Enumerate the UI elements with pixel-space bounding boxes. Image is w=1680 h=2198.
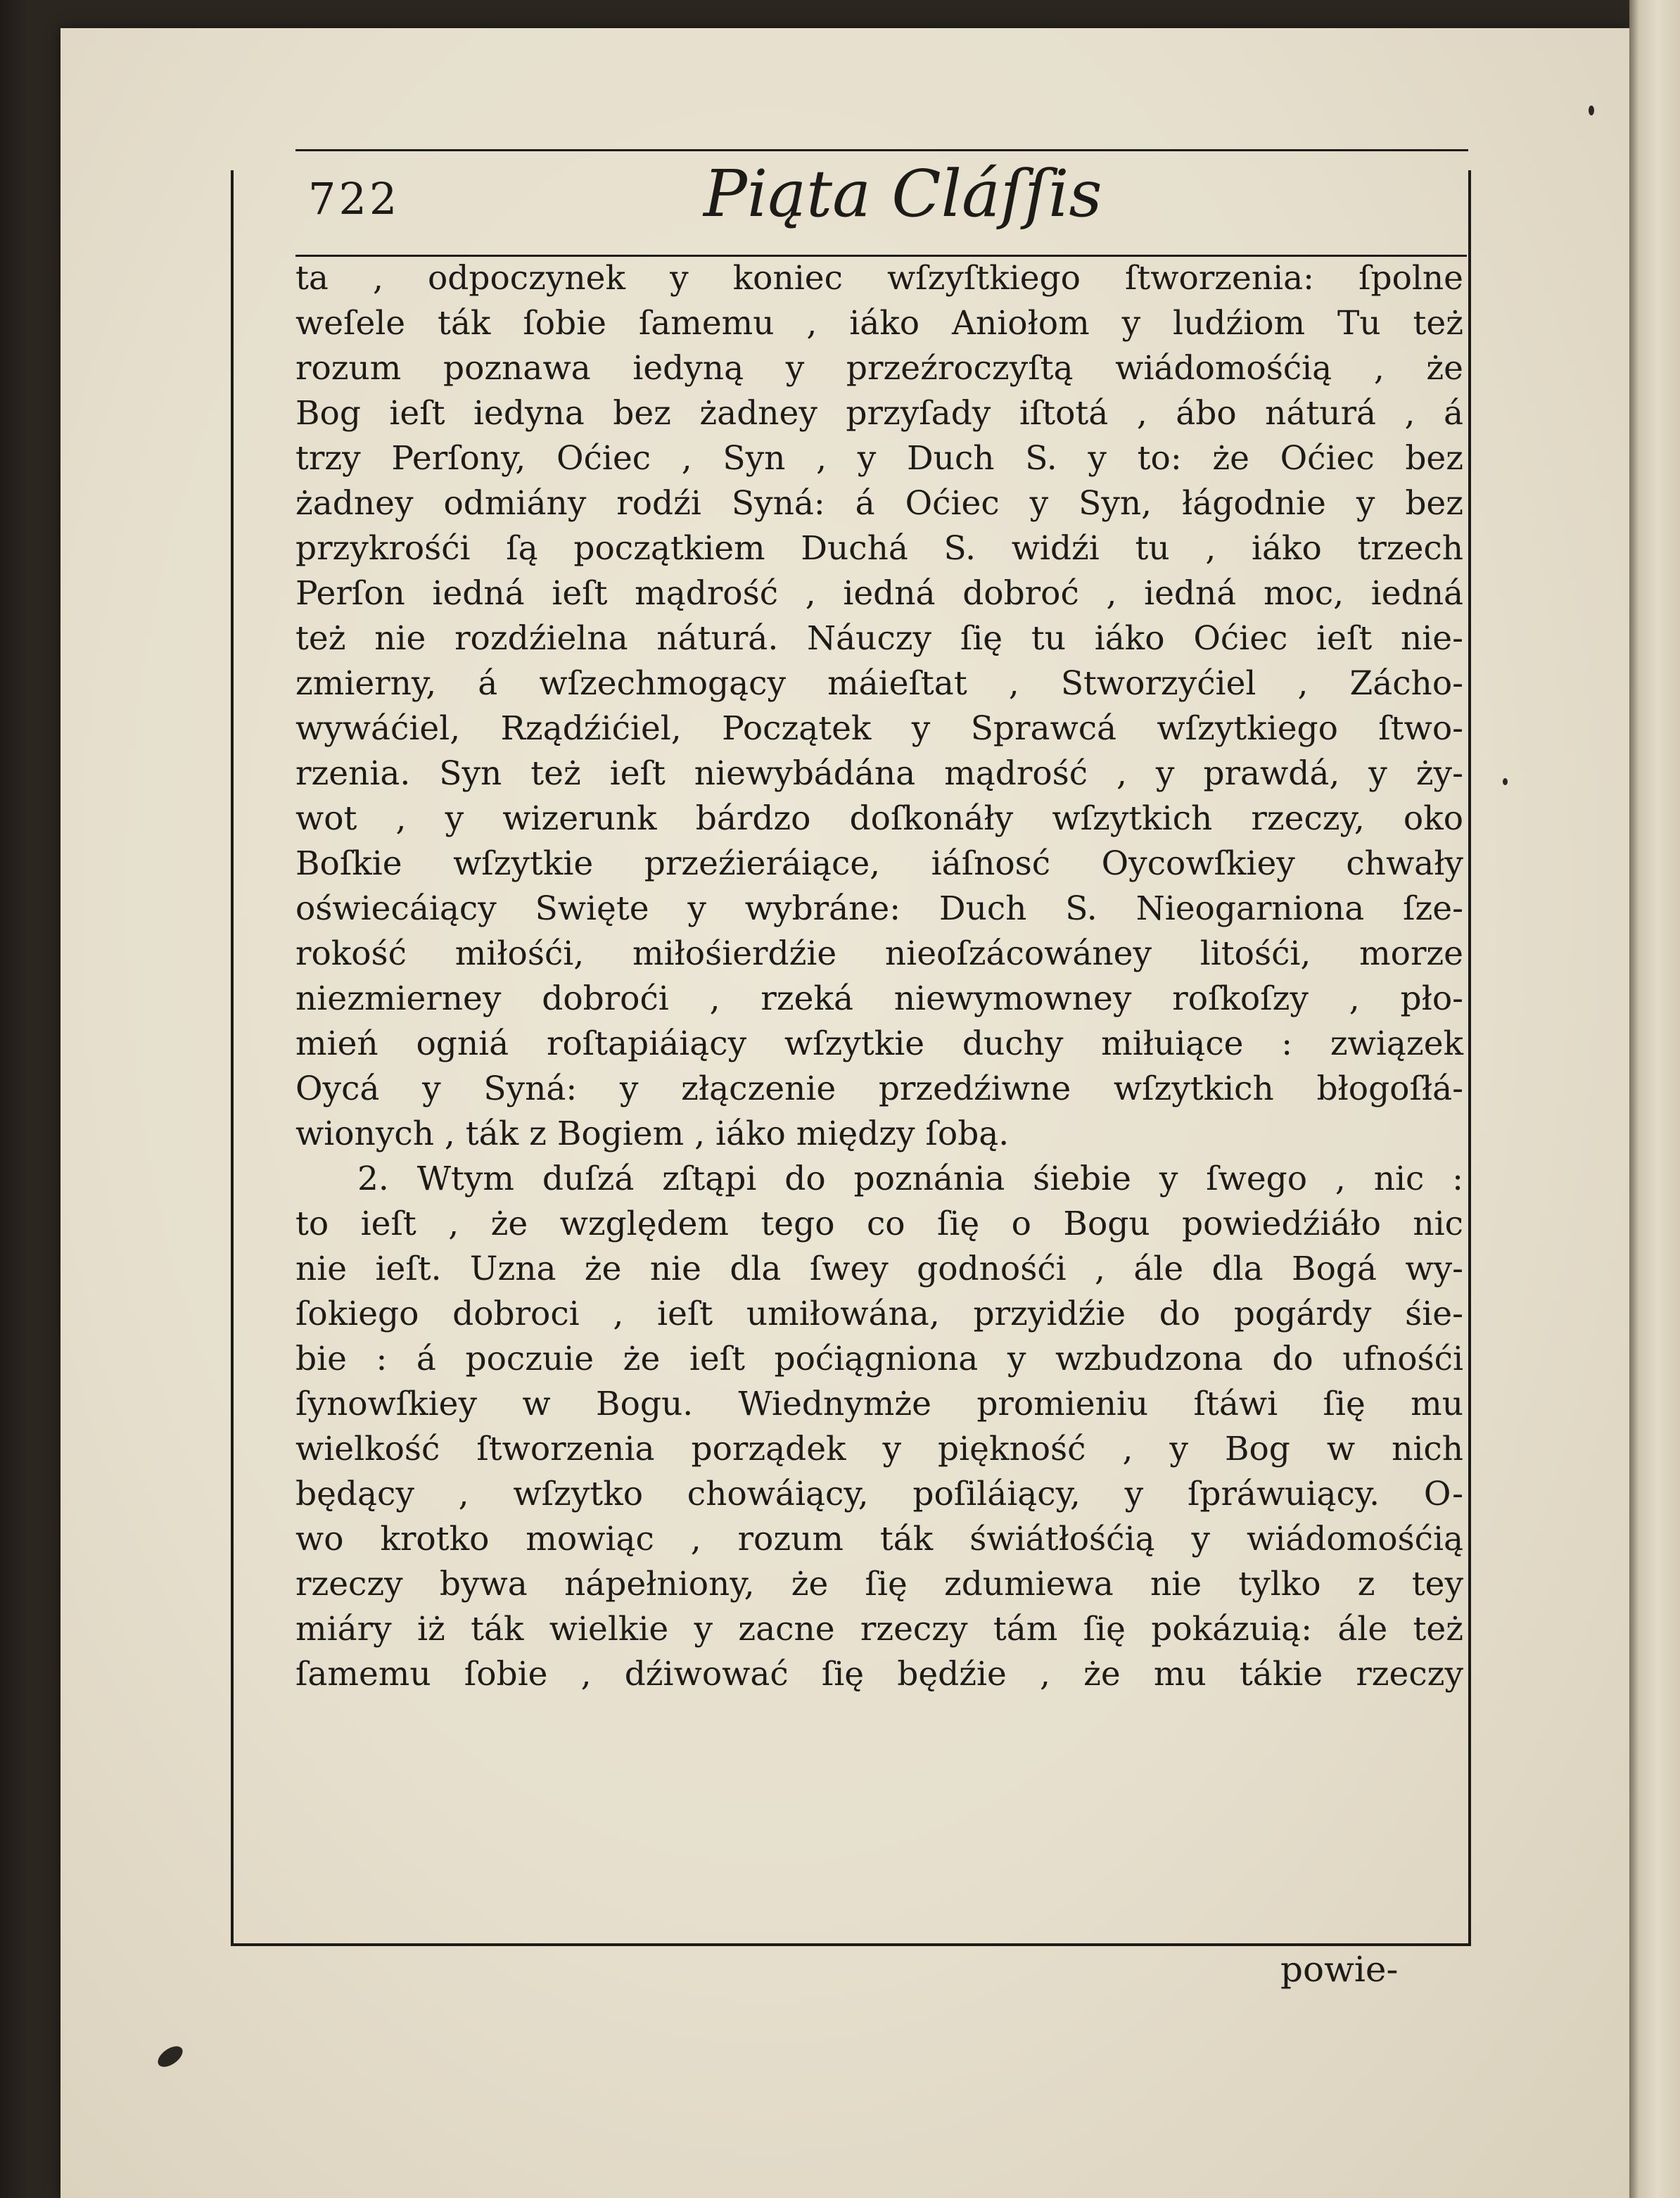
text-line: rzeczy bywa nápełniony, że ſię zdumiewa nie tylko z tey [295, 1565, 1463, 1603]
text-line: to ieſt , że względem tego co ſię o Bogu powiedźiáło nic [295, 1205, 1463, 1243]
text-line: rozum poznawa iedyną y przeźroczyſtą wiádomośćią , że [295, 349, 1463, 388]
text-line: wot , y wizerunk bárdzo doſkonáły wſzytkich rzeczy, oko [295, 799, 1463, 838]
text-line: niezmierney dobroći , rzeká niewymowney roſkoſzy , pło- [295, 979, 1463, 1018]
text-line: rzenia. Syn też ieſt niewybádána mądrość , y prawdá, y ży- [295, 754, 1463, 793]
text-line: ſokiego dobroci , ieſt umiłowána, przyidźie do pogárdy śie- [295, 1295, 1463, 1333]
text-line: Oycá y Syná: y złączenie przedźiwne wſzytkich błogoſłá- [295, 1069, 1463, 1108]
text-line: będący , wſzytko chowáiący, poſiláiący, y ſpráwuiący. O- [295, 1475, 1463, 1513]
text-line: 2. Wtym duſzá zſtąpi do poznánia śiebie y ſwego , nic : [357, 1160, 1463, 1198]
text-line: nie ieſt. Uzna że nie dla ſwey godnośći , ále dla Bogá wy- [295, 1250, 1463, 1288]
text-line: ta , odpoczynek y koniec wſzyſtkiego ſtworzenia: ſpolne [295, 259, 1463, 298]
text-line: ſamemu ſobie , dźiwować ſię będźie , że mu tákie rzeczy [295, 1655, 1463, 1694]
text-line: też nie rozdźielna náturá. Náuczy ſię tu iáko Oćiec ieſt nie- [295, 619, 1463, 658]
text-line: rokość miłośći, miłośierdźie nieoſzácowáney litośći, morze [295, 934, 1463, 973]
catchword: powie- [1280, 1949, 1399, 1990]
ink-speck [1503, 778, 1508, 785]
text-line: Perſon iedná ieſt mądrość , iedná dobroć , iedná moc, iedná [295, 574, 1463, 613]
text-line: żadney odmiány rodźi Syná: á Oćiec y Syn, łágodnie y bez [295, 484, 1463, 523]
paragraph-2 [295, 1157, 1463, 1697]
page-number: 722 [308, 173, 400, 224]
text-line: bie : á poczuie że ieſt poćiągniona y wzbudzona do ufnośći [295, 1340, 1463, 1378]
text-line: wielkość ſtworzenia porządek y piękność , y Bog w nich [295, 1430, 1463, 1468]
running-title: Piąta Cláſſis [704, 156, 1102, 231]
adjacent-page-edge [1629, 0, 1680, 2198]
text-line: wywáćiel, Rządźićiel, Początek y Sprawcá wſzytkiego ſtwo- [295, 709, 1463, 748]
text-line: przykrośći ſą początkiem Duchá S. widźi tu , iáko trzech [295, 529, 1463, 568]
text-line: mień ogniá roſtapiáiący wſzytkie duchy miłuiące : związek [295, 1024, 1463, 1063]
text-line: zmierny, á wſzechmogący máieſtat , Stworzyćiel , Zácho- [295, 664, 1463, 703]
text-line: wo krotko mowiąc , rozum ták świátłośćią y wiádomośćią [295, 1520, 1463, 1558]
text-line: weſele ták ſobie ſamemu , iáko Aniołom y ludźiom Tu też [295, 304, 1463, 343]
text-line: oświecáiący Swięte y wybráne: Duch S. Nieogarniona ſze- [295, 889, 1463, 928]
ink-speck [1589, 106, 1594, 115]
text-line: ſynowſkiey w Bogu. Wiednymże promieniu ſtáwi ſię mu [295, 1385, 1463, 1423]
header-rule-top [295, 149, 1468, 151]
text-line: wionych , ták z Bogiem , iáko między ſobą. [295, 1114, 1010, 1153]
text-line: trzy Perſony, Oćiec , Syn , y Duch S. y to: że Oćiec bez [295, 439, 1463, 478]
body-text [295, 256, 1463, 1697]
paragraph-1 [295, 256, 1463, 1157]
text-line: Bog ieſt iedyna bez żadney przyſady iſtotá , ábo náturá , á [295, 394, 1463, 433]
text-line: Boſkie wſzytkie przeźieráiące, iáſnosć Oycowſkiey chwały [295, 844, 1463, 883]
text-line: miáry iż ták wielkie y zacne rzeczy tám ſię pokázuią: ále też [295, 1610, 1463, 1648]
